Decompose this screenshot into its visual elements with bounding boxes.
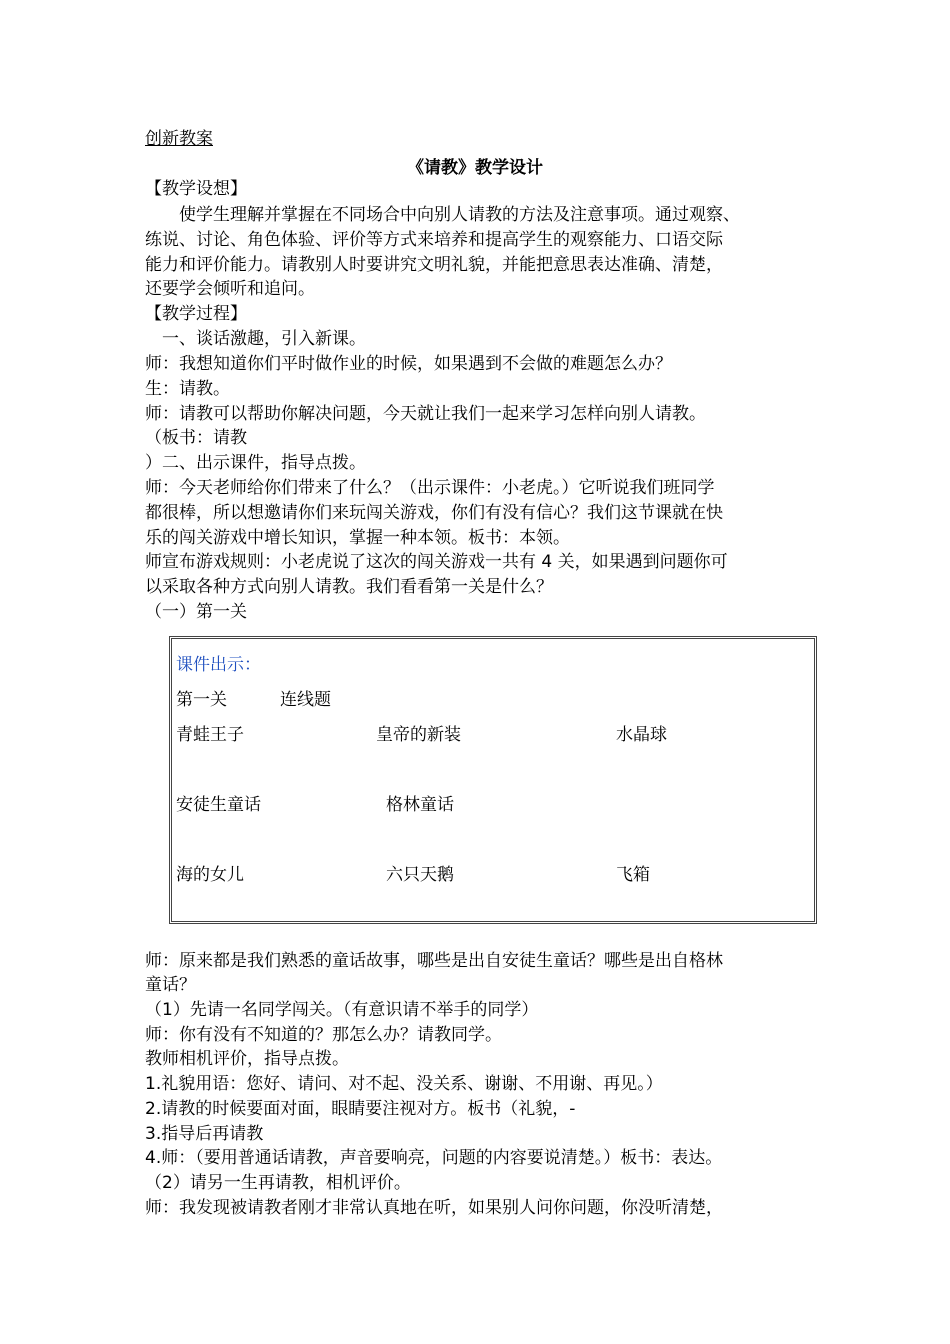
after-line: 1.礼貌用语：您好、请问、对不起、没关系、谢谢、不用谢、再见。） [145,1074,663,1094]
courseware-caption: 课件出示： [176,655,261,675]
story-item: 皇帝的新装 [376,725,461,745]
process-line: 师：我想知道你们平时做作业的时候，如果遇到不会做的难题怎么办？ [145,354,672,374]
task-label: 连线题 [280,690,331,710]
process-line: 乐的闯关游戏中增长知识，掌握一种本领。板书：本领。 [145,528,570,548]
intro-line: 能力和评价能力。请教别人时要讲究文明礼貌，并能把意思表达准确、清楚， [145,255,723,275]
after-line: 童话？ [145,975,196,995]
after-line: 4.师：（要用普通话请教，声音要响亮，问题的内容要说清楚。）板书：表达。 [145,1148,723,1168]
after-line: 教师相机评价，指导点拨。 [145,1049,349,1069]
after-line: 师：你有没有不知道的？那怎么办？请教同学。 [145,1025,502,1045]
after-line: 师：我发现被请教者刚才非常认真地在听，如果别人问你问题，你没听清楚， [145,1198,723,1218]
process-line: 师宣布游戏规则：小老虎说了这次的闯关游戏一共有 4 关，如果遇到问题你可 [145,552,728,572]
story-item: 青蛙王子 [176,725,244,745]
process-line: 师：今天老师给你们带来了什么？（出示课件：小老虎。）它听说我们班同学 [145,478,715,498]
process-line: 生：请教。 [145,379,230,399]
collection-item: 格林童话 [386,795,454,815]
process-line: 以采取各种方式向别人请教。我们看看第一关是什么？ [145,577,553,597]
after-line: （1）先请一名同学闯关。（有意识请不举手的同学） [145,1000,539,1020]
after-line: 3.指导后再请教 [145,1124,264,1144]
intro-line: 还要学会倾听和追问。 [145,279,315,299]
story-item: 海的女儿 [176,865,244,885]
process-line: 一、谈话激趣，引入新课。 [145,329,366,349]
process-line: （板书：请教 [145,428,247,448]
after-line: 师：原来都是我们熟悉的童话故事，哪些是出自安徒生童话？哪些是出自格林 [145,951,723,971]
story-item: 飞箱 [616,865,650,885]
story-item: 六只天鹅 [386,865,454,885]
section-heading-process: 【教学过程】 [145,304,247,324]
process-line: 师：请教可以帮助你解决问题，今天就让我们一起来学习怎样向别人请教。 [145,404,706,424]
intro-line: 使学生理解并掌握在不同场合中向别人请教的方法及注意事项。通过观察、 [145,205,740,225]
courseware-box [169,636,817,924]
after-line: （2）请另一生再请教，相机评价。 [145,1173,411,1193]
process-line: 都很棒，所以想邀请你们来玩闯关游戏，你们有没有信心？我们这节课就在快 [145,503,723,523]
document-title: 《请教》教学设计 [407,158,543,178]
document-header: 创新教案 [145,129,213,149]
process-line: （一）第一关 [145,602,247,622]
after-line: 2.请教的时候要面对面，眼睛要注视对方。板书（礼貌，- [145,1099,576,1119]
collection-item: 安徒生童话 [176,795,261,815]
process-line: ）二、出示课件，指导点拨。 [145,453,366,473]
section-heading-design: 【教学设想】 [145,179,247,199]
level-label: 第一关 [176,690,227,710]
story-item: 水晶球 [616,725,667,745]
intro-line: 练说、讨论、角色体验、评价等方式来培养和提高学生的观察能力、口语交际 [145,230,723,250]
